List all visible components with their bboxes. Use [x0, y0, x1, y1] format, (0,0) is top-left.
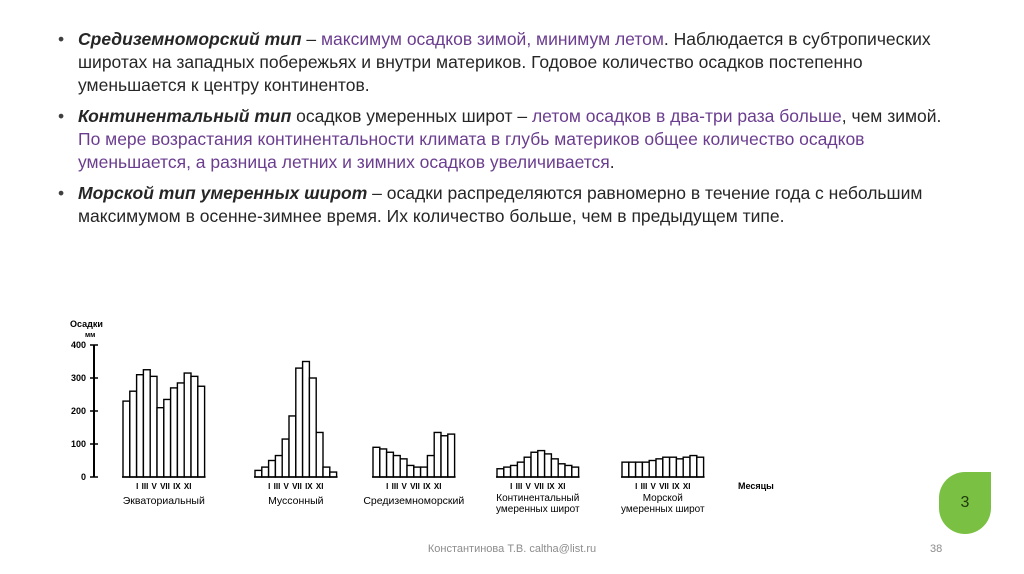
group-label: Морской — [642, 493, 683, 504]
bar — [171, 388, 178, 477]
bar — [690, 456, 697, 477]
bar — [309, 378, 316, 477]
group-label-line2: умеренных широт — [621, 504, 705, 515]
group-label-line2: умеренных широт — [496, 504, 580, 515]
term-continental: Континентальный тип — [78, 106, 292, 126]
bar — [157, 408, 164, 477]
bar — [551, 459, 558, 477]
bar — [143, 370, 150, 477]
month-tick-labels: I III V VII IX XI — [268, 482, 324, 491]
body-text: . Наблюдается в субтропических широтах на западных побережьях и внутри материков. Годовое количество осадков постепенно уменьшается к центру континентов. — [78, 29, 931, 95]
bar — [380, 449, 387, 477]
bar — [670, 457, 677, 477]
month-tick-labels: I III V VII IX XI — [510, 482, 566, 491]
bar — [275, 456, 282, 477]
term-mediterranean: Средиземноморский тип — [78, 29, 302, 49]
dash: – — [301, 29, 321, 49]
body-text: осадков умеренных широт – — [291, 106, 532, 126]
bullet-list — [58, 28, 948, 236]
body-text: – осадки распределяются равномерно в течение года с небольшим максимумом в осенне-зимнее время. Их количество больше, чем в предыдущем типе. — [78, 183, 923, 226]
accent-text: максимум осадков зимой, минимум летом — [321, 29, 664, 49]
bar — [373, 447, 380, 477]
term-maritime: Морской тип умеренных широт — [78, 183, 368, 203]
bar — [545, 454, 552, 477]
y-tick-label: 400 — [70, 340, 86, 350]
month-tick-labels: I III V VII IX XI — [136, 482, 192, 491]
bar — [497, 469, 504, 477]
bar — [262, 467, 269, 477]
footer-author: Константинова Т.В. caltha@list.ru — [427, 543, 597, 555]
bar — [531, 452, 538, 477]
bar — [421, 467, 428, 477]
group-label: Экваториальный — [122, 495, 205, 507]
bar — [400, 459, 407, 477]
bar — [676, 459, 683, 477]
bar — [636, 462, 643, 477]
y-tick-label: 0 — [80, 472, 86, 482]
bar — [407, 465, 414, 477]
bar — [517, 462, 524, 477]
y-tick-label: 300 — [70, 373, 86, 383]
month-tick-labels: I III V VII IX XI — [386, 482, 442, 491]
x-axis-label: Месяцы — [738, 481, 774, 491]
bar — [323, 467, 330, 477]
bar — [572, 467, 579, 477]
bar — [649, 461, 656, 478]
accent-text: По мере возрастания континентальности климата в глубь материков общее количество осадков уменьшается, а разница летних и зимних осадков увеличивается — [78, 129, 865, 172]
bar — [697, 457, 704, 477]
bar — [191, 376, 198, 477]
bar — [137, 375, 144, 477]
bar — [448, 434, 455, 477]
group-label: Средиземноморский — [363, 495, 465, 507]
bar — [296, 368, 303, 477]
bar — [558, 464, 565, 477]
bar — [642, 462, 649, 477]
y-tick-label: 200 — [70, 406, 86, 416]
bar — [511, 465, 518, 477]
bar — [622, 462, 629, 477]
bar — [282, 439, 289, 477]
bar — [504, 467, 511, 477]
bar — [565, 465, 572, 477]
group-label: Континентальный — [496, 493, 580, 504]
bar — [629, 462, 636, 477]
month-tick-labels: I III V VII IX XI — [635, 482, 691, 491]
bar — [289, 416, 296, 477]
bar — [150, 376, 157, 477]
bullet-maritime — [58, 182, 948, 228]
bar — [387, 452, 394, 477]
badge-number: 3 — [960, 494, 970, 511]
y-tick-label: 100 — [70, 439, 86, 449]
bar — [316, 432, 323, 477]
bar — [538, 451, 545, 477]
accent-text: летом осадков в два-три раза больше — [531, 106, 842, 126]
body-text: , чем зимой. — [841, 106, 942, 126]
bar — [427, 456, 434, 477]
bar — [303, 362, 310, 478]
bullet-mediterranean — [58, 28, 948, 97]
bar — [441, 436, 448, 477]
bar — [198, 386, 205, 477]
bar — [269, 461, 276, 478]
precipitation-chart — [60, 315, 774, 525]
bar — [663, 457, 670, 477]
bar — [656, 459, 663, 477]
y-axis-label: Осадки — [70, 319, 103, 329]
bar — [184, 373, 191, 477]
body-text: . — [609, 152, 615, 172]
bar — [683, 457, 690, 477]
bar — [255, 470, 262, 477]
bar — [393, 456, 400, 477]
slide-number: 38 — [930, 543, 943, 555]
bullet-continental — [58, 105, 948, 174]
group-label: Муссонный — [268, 495, 324, 507]
bar — [524, 457, 531, 477]
bar — [414, 467, 421, 477]
bar — [164, 399, 171, 477]
bar — [434, 432, 441, 477]
green-leaf-badge — [939, 472, 991, 534]
y-axis-unit: мм — [85, 332, 96, 339]
bar — [130, 391, 137, 477]
bar — [123, 401, 130, 477]
bar — [177, 383, 184, 477]
